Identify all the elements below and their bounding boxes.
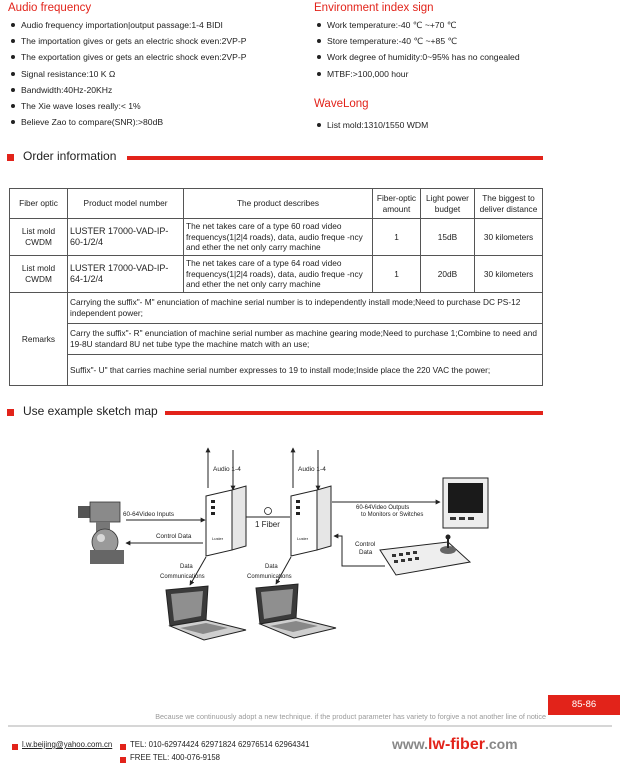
website-name: lw-fiber xyxy=(428,736,485,753)
red-square-icon xyxy=(7,409,14,416)
amount-cell: 1 xyxy=(373,256,421,293)
table-row xyxy=(10,324,543,355)
footer-divider xyxy=(8,725,612,727)
environment-section-title: Environment index sign xyxy=(314,2,434,14)
video-inputs-label: 60-64Video Inputs xyxy=(123,511,174,518)
monitor-icon xyxy=(443,478,488,528)
column-header: Fiber-optic amount xyxy=(373,189,421,219)
table-row xyxy=(10,293,543,324)
distance-cell: 30 kilometers xyxy=(475,256,543,293)
fiber-cell: List mold CWDM xyxy=(10,256,68,293)
remark-cell: Carrying the suffix"- M" enunciation of machine serial number is to independently install mode;Need to purchase DC PS-12 independent power; xyxy=(68,293,543,324)
table-row xyxy=(10,219,543,256)
distance-cell: 30 kilometers xyxy=(475,219,543,256)
tel-bullet-icon xyxy=(120,744,126,750)
email-bullet-icon xyxy=(12,744,18,750)
list-item: Audio frequency importation|output passage:1-4 BIDI xyxy=(8,17,246,33)
budget-cell: 20dB xyxy=(421,256,475,293)
footer-notice: Because we continuously adopt a new technique. if the product parameter has variety to forgive a not another line of notice xyxy=(155,712,546,721)
table-row xyxy=(10,355,543,386)
video-outputs-label-2: to Monitors or Switches xyxy=(361,512,424,518)
device-brand-left: Luster xyxy=(212,536,224,541)
list-item: The Xie wave loses really:< 1% xyxy=(8,98,246,114)
data-comm-left-arrow xyxy=(190,557,206,585)
page-number: 85-86 xyxy=(571,699,597,710)
order-section-title: Order information xyxy=(23,149,117,163)
table-row xyxy=(10,256,543,293)
fiber-label: 1 Fiber xyxy=(255,520,280,529)
order-section-header xyxy=(7,149,543,166)
audio-spec-list xyxy=(8,17,246,130)
environment-spec-list xyxy=(314,17,520,82)
remark-cell: Suffix"- U" that carries machine serial number expresses to 19 to install mode;Inside place the 220 VAC the power; xyxy=(68,355,543,386)
device-brand-right: Luster xyxy=(297,536,309,541)
column-header: The biggest to deliver distance xyxy=(475,189,543,219)
fiber-cell: List mold CWDM xyxy=(10,219,68,256)
list-item: Bandwidth:40Hz-20KHz xyxy=(8,82,246,98)
video-outputs-label-1: 60-64Video Outputs xyxy=(356,505,410,511)
camera-icon xyxy=(78,502,124,564)
website-prefix: www. xyxy=(392,736,429,752)
control-right-label-2: Data xyxy=(359,549,373,556)
amount-cell: 1 xyxy=(373,219,421,256)
list-item: The exportation gives or gets an electric shock even:2VP-P xyxy=(8,49,246,65)
column-header: Product model number xyxy=(68,189,184,219)
model-cell: LUSTER 17000-VAD-IP-60-1/2/4 xyxy=(68,219,184,256)
list-item: Signal resistance:10 K Ω xyxy=(8,66,246,82)
list-item: Store temperature:-40 ℃ ~+85 ℃ xyxy=(314,33,520,49)
column-header: The product describes xyxy=(184,189,373,219)
wavelong-spec-list xyxy=(314,117,428,133)
list-item: Work temperature:-40 ℃ ~+70 ℃ xyxy=(314,17,520,33)
order-table xyxy=(9,188,543,386)
budget-cell: 15dB xyxy=(421,219,475,256)
remarks-label-cell: Remarks xyxy=(10,293,68,386)
laptop-left-icon xyxy=(166,586,246,640)
data-comm-left-label-2: Communications xyxy=(160,574,205,580)
list-item: Work degree of humidity:0~95% has no congealed xyxy=(314,49,520,65)
wavelong-section-title: WaveLong xyxy=(314,98,369,110)
email-link[interactable]: l.w.beijing@yahoo.com.cn xyxy=(22,740,113,749)
laptop-right-icon xyxy=(256,584,336,638)
list-item: MTBF:>100,000 hour xyxy=(314,66,520,82)
column-header: Fiber optic xyxy=(10,189,68,219)
free-tel-text: FREE TEL: 400-076-9158 xyxy=(130,753,221,762)
description-cell: The net takes care of a type 64 road video frequencys(1|2|4 roads), data, audio freque -ncy and ether the net only carry machine xyxy=(184,256,373,293)
description-cell: The net takes care of a type 60 road video frequencys(1|2|4 roads), data, audio freque -ncy and ether the net only carry machine xyxy=(184,219,373,256)
audio-right-label: Audio 1-4 xyxy=(298,466,326,473)
control-data-left-label: Control Data xyxy=(156,533,192,540)
fiber-link xyxy=(246,508,290,518)
website-suffix: .com xyxy=(484,736,518,752)
audio-left-label: Audio 1-4 xyxy=(213,466,241,473)
red-divider xyxy=(165,411,543,415)
red-square-icon xyxy=(7,154,14,161)
receiver-device xyxy=(291,486,331,556)
list-item: Believe Zao to compare(SNR):>80dB xyxy=(8,114,246,130)
tel-text: TEL: 010-62974424 62971824 62976514 62964341 xyxy=(130,740,310,749)
column-header: Light power budget xyxy=(421,189,475,219)
keyboard-controller-icon xyxy=(380,535,470,576)
red-divider xyxy=(127,156,543,160)
transmitter-device xyxy=(206,486,246,556)
website-link[interactable] xyxy=(392,736,518,754)
sketch-diagram xyxy=(0,438,620,670)
sketch-section-title: Use example sketch map xyxy=(23,404,158,418)
list-item: The importation gives or gets an electric shock even:2VP-P xyxy=(8,33,246,49)
audio-section-title: Audio frequency xyxy=(8,2,92,14)
list-item: List mold:1310/1550 WDM xyxy=(314,117,428,133)
page-number-badge xyxy=(548,695,620,715)
data-comm-right-label-1: Data xyxy=(265,564,278,570)
data-comm-left-label-1: Data xyxy=(180,564,193,570)
sketch-section-header xyxy=(7,404,543,421)
control-right-label-1: Control xyxy=(355,541,376,548)
model-cell: LUSTER 17000-VAD-IP-64-1/2/4 xyxy=(68,256,184,293)
table-header-row xyxy=(10,189,543,219)
data-comm-right-label-2: Communications xyxy=(247,574,292,580)
remark-cell: Carry the suffix"- R" enunciation of machine serial number as machine gearing mode;Need to purchase 1;Combine to need and 19-8U standard 8U net tube type the machine match with an use; xyxy=(68,324,543,355)
free-tel-bullet-icon xyxy=(120,757,126,763)
